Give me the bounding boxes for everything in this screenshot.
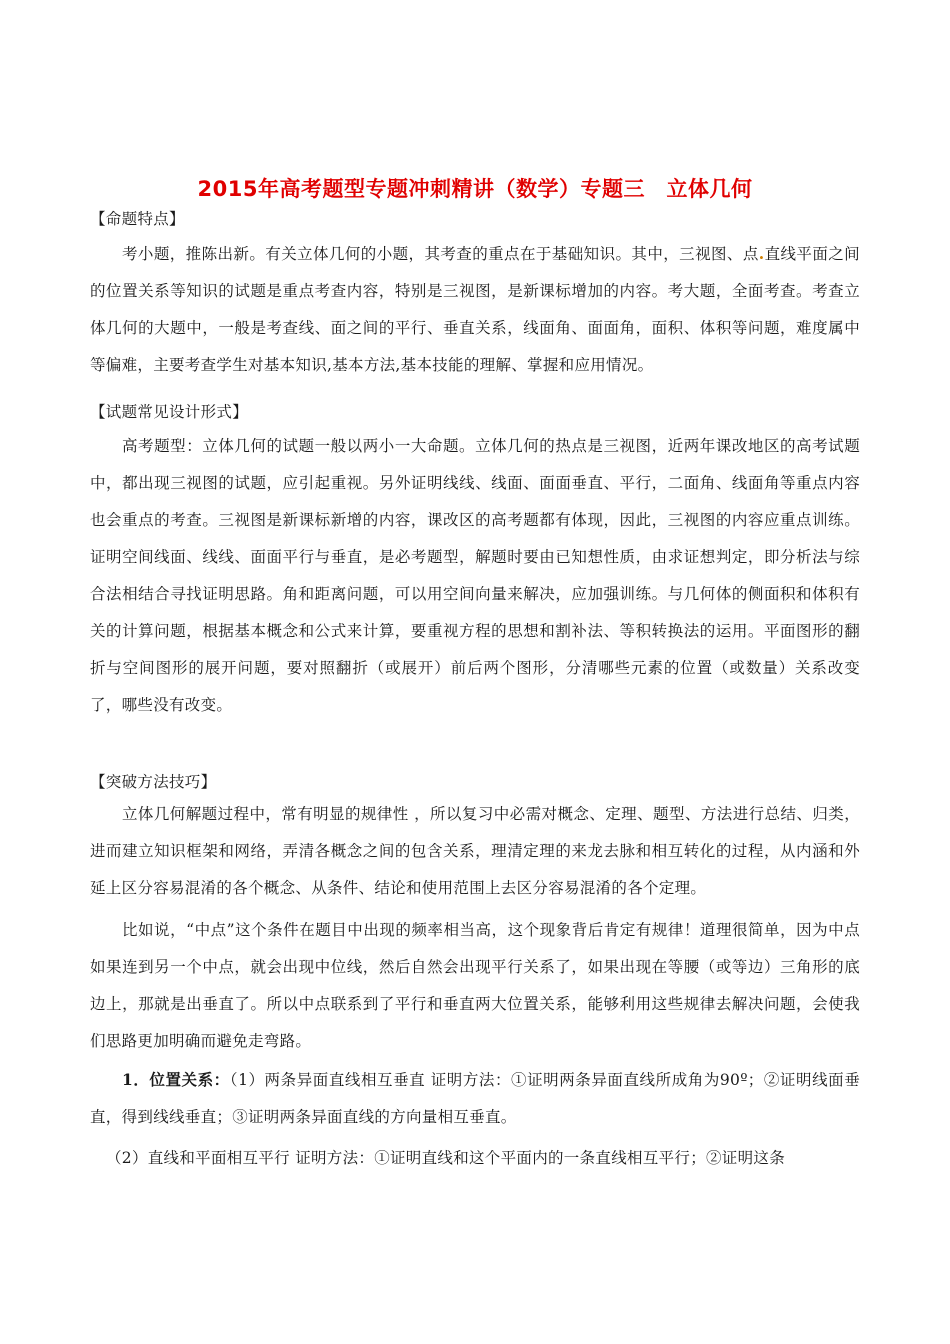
position-relation-item-2: （2）直线和平面相互平行 证明方法：①证明直线和这个平面内的一条直线相互平行；②证明这条 [106,1149,785,1167]
section-heading-methods: 【突破方法技巧】 [90,773,217,791]
features-paragraph [90,235,860,384]
page-title: 2015年高考题型专题冲刺精讲（数学）专题三 立体几何 [197,177,753,201]
forms-paragraph: 高考题型：立体几何的试题一般以两小一大命题。立体几何的热点是三视图，近两年课改地区的高考试题中，都出现三视图的试题，应引起重视。另外证明线线、线面、面面垂直、平行，二面角、线面角等重点内容也会重点的考查。三视图是新课标新增的内容，课改区的高考题都有体现，因此，三视图的内容应重点训练。证明空间线面、线线、面面平行与垂直，是必考题型，解题时要由已知想性质，由求证想判定，即分析法与综合法相结合寻找证明思路。角和距离问题，可以用空间向量来解决，应加强训练。与几何体的侧面积和体积有关的计算问题，根据基本概念和公式来计算，要重视方程的思想和割补法、等积转换法的运用。平面图形的翻折与空间图形的展开问题，要对照翻折（或展开）前后两个图形，分清哪些元素的位置（或数量）关系改变了，哪些没有改变。 [90,437,860,714]
section-heading-features: 【命题特点】 [90,210,185,228]
features-text-part1: 考小题，推陈出新。有关立体几何的小题，其考查的重点在于基础知识。其中，三视图、点 [122,245,759,263]
features-dot-mark: . [758,244,765,263]
position-relation-text-1: （1）两条异面直线相互垂直 证明方法：①证明两条异面直线所成角为90º；②证明线面垂直，得到线线垂直；③证明两条异面直线的方向量相互垂直。 [90,1071,860,1126]
methods-paragraph-1: 立体几何解题过程中，常有明显的规律性 ，所以复习中必需对概念、定理、题型、方法进行总结、归类，进而建立知识框架和网络，弄清各概念之间的包含关系，理清定理的来龙去脉和相互转化的过程，从内涵和外延上区分容易混淆的各个概念、从条件、结论和使用范围上去区分容易混淆的各个定理。 [90,805,860,897]
section-heading-forms: 【试题常见设计形式】 [90,403,249,421]
methods-paragraph-2: 比如说，“中点”这个条件在题目中出现的频率相当高，这个现象背后肯定有规律！道理很简单，因为中点如果连到另一个中点，就会出现中位线，然后自然会出现平行关系了，如果出现在等腰（或等边）三角形的底边上，那就是出垂直了。所以中点联系到了平行和垂直两大位置关系，能够利用这些规律去解决问题，会使我们思路更加明确而避免走弯路。 [90,921,860,1050]
features-text-part2: 直线平面之间的位置关系等知识的试题是重点考查内容，特别是三视图，是新课标增加的内容。考大题，全面考查。考查立体几何的大题中，一般是考查线、面之间的平行、垂直关系，线面角、面面角，面积、体积等问题，难度属中等偏难，主要考查学生对基本知识,基本方法,基本技能的理解、掌握和应用情况。 [90,245,860,374]
position-relation-item-1 [90,1061,860,1136]
position-relation-label: 1．位置关系： [122,1070,230,1089]
